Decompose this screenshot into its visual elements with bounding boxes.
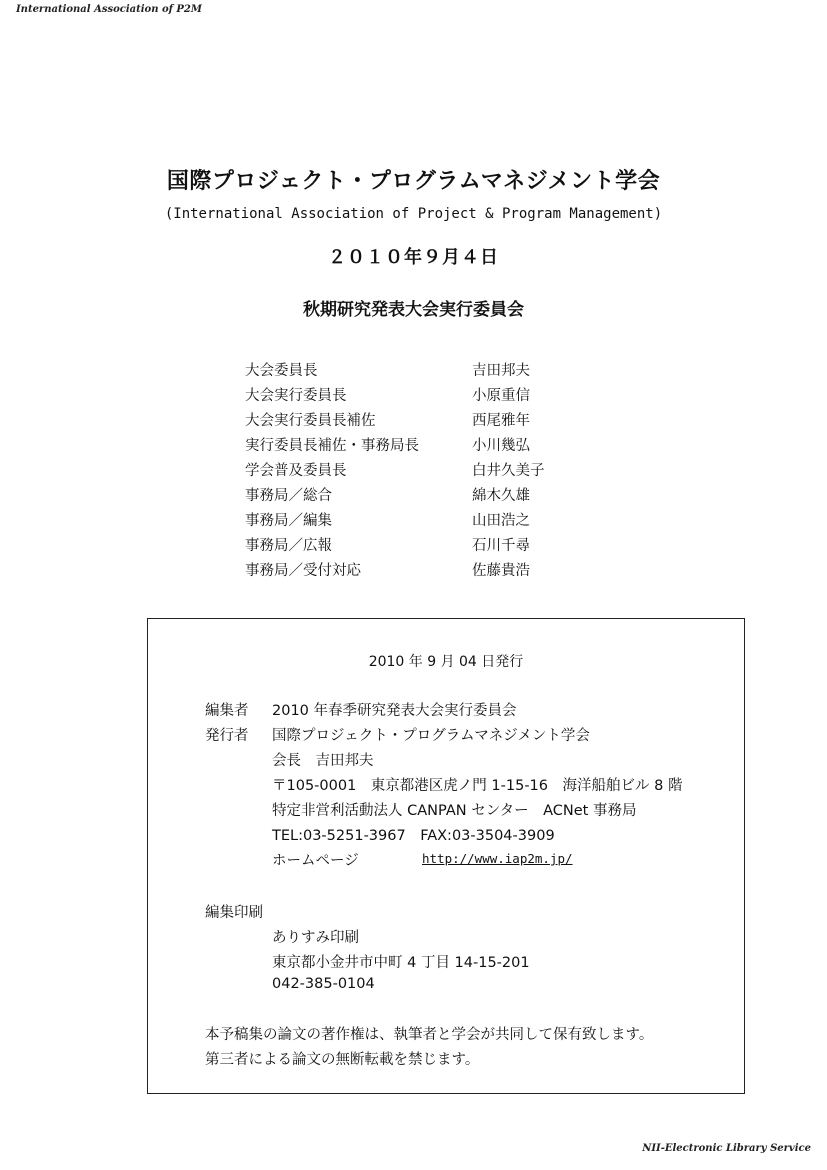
publisher-value: 国際プロジェクト・プログラムマネジメント学会 [272,728,590,744]
printer-address: 東京都小金井市中町 4 丁目 14-15-201 [272,955,530,971]
member-name: 綿木久雄 [472,488,530,504]
member-role: 事務局／受付対応 [245,563,361,579]
printer-label: 編集印刷 [205,905,263,921]
member-row [245,482,545,507]
member-row [245,357,545,382]
member-role: 事務局／総合 [245,488,332,504]
editor-label: 編集者 [205,703,249,719]
editor-value: 2010 年春季研究発表大会実行委員会 [272,703,517,719]
member-role: 学会普及委員長 [245,463,347,479]
member-name: 佐藤貴浩 [472,563,530,579]
member-row [245,507,545,532]
copyright-line-1: 本予稿集の論文の著作権は、執筆者と学会が共同して保有致します。 [205,1027,654,1043]
committee-title: 秋期研究発表大会実行委員会 [303,300,524,320]
member-row [245,532,545,557]
document-title: 国際プロジェクト・プログラムマネジメント学会 [166,169,661,194]
member-role: 事務局／編集 [245,513,332,529]
member-name: 吉田邦夫 [472,363,530,379]
member-row [245,557,545,582]
member-name: 白井久美子 [472,463,545,479]
address-line: 〒105-0001 東京都港区虎ノ門 1-15-16 海洋船舶ビル 8 階 [272,778,683,794]
member-role: 大会実行委員長補佐 [245,413,376,429]
issue-date: 2010 年 9 月 04 日発行 [368,654,524,670]
homepage-label: ホームページ [272,853,359,869]
office-line: 特定非営利活動法人 CANPAN センター ACNet 事務局 [272,803,637,819]
homepage-link[interactable]: http://www.iap2m.jp/ [422,851,573,866]
member-role: 大会委員長 [245,363,318,379]
contact-line: TEL:03-5251-3967 FAX:03-3504-3909 [272,828,555,844]
printer-phone: 042-385-0104 [272,976,375,992]
member-name: 小原重信 [472,388,530,404]
document-subtitle: (International Association of Project & Program Management) [164,206,663,222]
member-row [245,432,545,457]
running-footer: NII-Electronic Library Service [642,1143,811,1154]
running-header: International Association of P2M [16,4,202,15]
member-role: 事務局／広報 [245,538,332,554]
member-role: 実行委員長補佐・事務局長 [245,438,419,454]
member-name: 小川幾弘 [472,438,530,454]
member-name: 西尾雅年 [472,413,530,429]
member-row [245,382,545,407]
member-row [245,457,545,482]
copyright-line-2: 第三者による論文の無断転載を禁じます。 [205,1052,480,1068]
member-name: 石川千尋 [472,538,530,554]
member-role: 大会実行委員長 [245,388,347,404]
colophon-box [147,618,745,1094]
event-date: ２０１０年９月４日 [328,247,499,268]
publisher-label: 発行者 [205,728,249,744]
printer-name: ありすみ印刷 [272,930,359,946]
member-name: 山田浩之 [472,513,530,529]
member-list [245,357,545,582]
president-line: 会長 吉田邦夫 [272,753,374,769]
member-row [245,407,545,432]
